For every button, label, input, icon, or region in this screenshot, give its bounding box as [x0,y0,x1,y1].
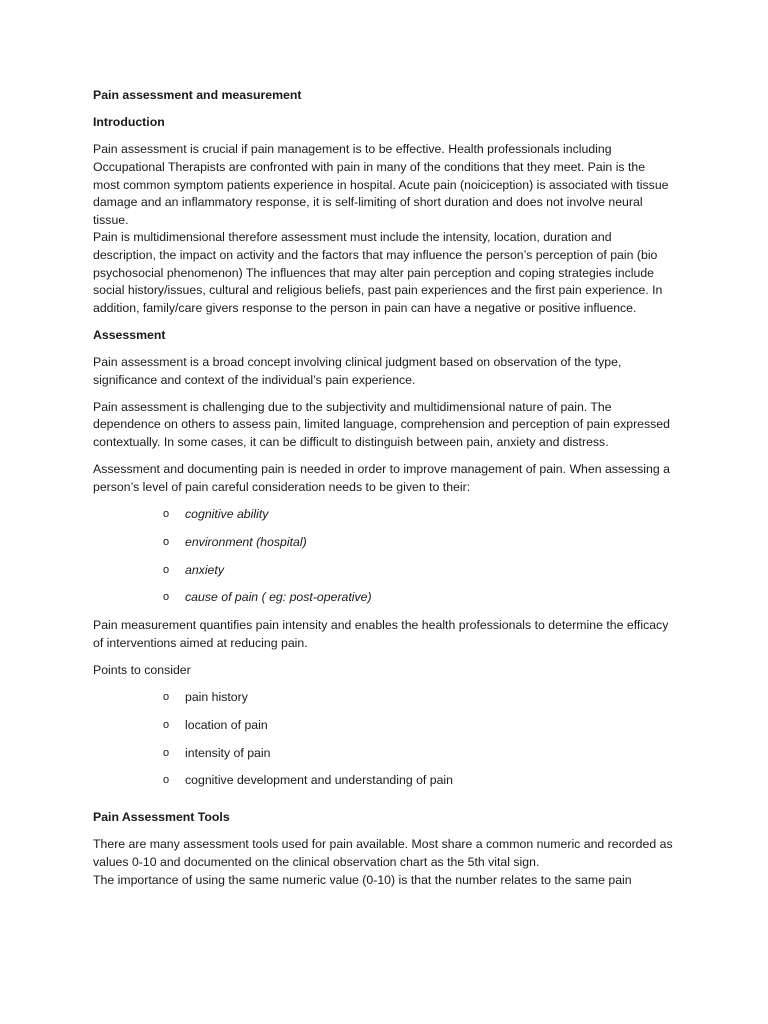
measurement-paragraph: Pain measurement quantifies pain intensity and enables the health professionals to determine the efficacy of interventions aimed at reducing pain. [93,618,669,650]
list-item [93,745,673,763]
list-item [93,562,673,580]
list-item [93,506,673,524]
list-item [93,717,673,735]
assessment-paragraph-2: Pain assessment is challenging due to the subjectivity and multidimensional nature of pain. The dependence on others to assess pain, limited language, comprehension and perception of pain expressed contextually. In some cases, it can be difficult to distinguish between pain, anxiety and distress. [93,399,670,450]
introduction-paragraph-1: Pain assessment is crucial if pain management is to be effective. Health professionals including Occupational Therapists are confronted with pain in many of the conditions that they meet. Pain is the most common symptom patients experience in hospital. Acute pain (noiciception) is associated with tissue damage and an inflammatory response, it is self-limiting of short duration and does not involve neural tissue. [93,142,669,227]
list-item [93,589,673,607]
assessment-paragraph-3: Assessment and documenting pain is needed in order to improve management of pain. When assessing a person’s level of pain careful consideration needs to be given to their: [93,462,670,494]
document-body [93,87,673,889]
circle-bullet-icon: o [163,691,170,704]
tools-paragraph-2: The importance of using the same numeric value (0-10) is that the number relates to the same pain [93,872,632,887]
consideration-list [93,506,673,607]
circle-bullet-icon: o [163,746,170,759]
circle-bullet-icon: o [163,563,170,576]
list-item-text: cognitive development and understanding of pain [185,773,453,788]
introduction-heading: Introduction [93,115,165,130]
tools-paragraph-1: There are many assessment tools used for pain available. Most share a common numeric and recorded as values 0-10 and documented on the clinical observation chart as the 5th vital sign. [93,837,673,870]
list-item [93,534,673,552]
circle-bullet-icon: o [163,535,170,548]
circle-bullet-icon: o [163,508,170,521]
list-item-text: cognitive ability [185,507,269,522]
assessment-heading: Assessment [93,327,166,342]
circle-bullet-icon: o [163,774,170,787]
list-item-text: location of pain [185,717,268,732]
points-list [93,689,673,790]
list-item-text: pain history [185,690,248,705]
document-title: Pain assessment and measurement [93,88,302,102]
assessment-paragraph-1: Pain assessment is a broad concept involving clinical judgment based on observation of the type, significance and context of the individual’s pain experience. [93,355,622,387]
spacer [93,800,673,809]
list-item [93,689,673,707]
circle-bullet-icon: o [163,718,170,731]
list-item-text: cause of pain ( eg: post-operative) [185,590,372,605]
circle-bullet-icon: o [163,591,170,604]
points-heading: Points to consider [93,662,191,677]
list-item-text: environment (hospital) [185,534,307,549]
list-item-text: intensity of pain [185,745,271,760]
introduction-paragraph-2: Pain is multidimensional therefore assessment must include the intensity, location, duration and description, the impact on activity and the factors that may influence the person’s perception of pain (bio psychosocial phenomenon) The influences that may alter pain perception and coping strategies include social history/issues, cultural and religious beliefs, past pain experiences and the first pain experience. In addition, family/care givers response to the person in pain can have a negative or positive influence. [93,230,663,315]
tools-heading: Pain Assessment Tools [93,810,230,825]
list-item-text: anxiety [185,562,224,577]
list-item [93,772,673,790]
